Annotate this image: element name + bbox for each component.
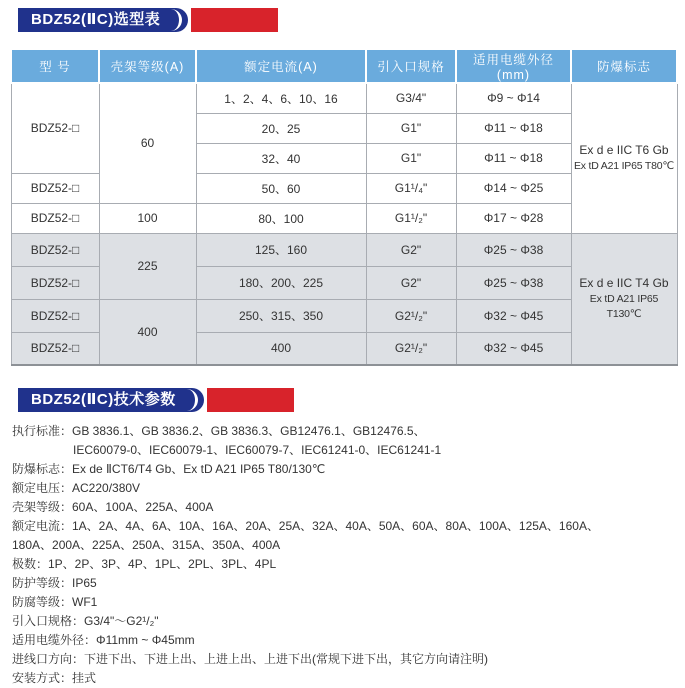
current-cell: 250、315、350 <box>196 299 366 332</box>
selection-table <box>10 48 678 366</box>
param-inlet-spec: 引入口规格：G3/4"～G2¹/₂" <box>12 614 159 628</box>
current-cell: 50、60 <box>196 173 366 203</box>
inlet-cell: G2" <box>366 233 456 266</box>
table-row <box>11 233 677 266</box>
param-rated-currents: 额定电流：1A、2A、4A、6A、10A、16A、20A、25A、32A、40A、50A、60A、80A、100A、125A、160A、 <box>12 519 599 533</box>
model-cell: BDZ52-□ <box>11 233 99 266</box>
current-cell: 20、25 <box>196 113 366 143</box>
param-rated-currents-cont: 180A、200A、225A、250A、315A、350A、400A <box>12 538 281 552</box>
col-header-inlet-spec: 引入口规格 <box>366 49 456 83</box>
current-cell: 80、100 <box>196 203 366 233</box>
model-cell: BDZ52-□ <box>11 299 99 332</box>
current-cell: 1、2、4、6、10、16 <box>196 83 366 113</box>
selection-table-banner <box>18 8 685 32</box>
selection-table-title: BDZ52(ⅡC)选型表 <box>18 8 188 32</box>
inlet-cell: G3/4" <box>366 83 456 113</box>
inlet-cell: G2¹/₂" <box>366 299 456 332</box>
inlet-cell: G2" <box>366 266 456 299</box>
model-cell: BDZ52-□ <box>11 83 99 173</box>
banner-red-block <box>207 388 294 412</box>
param-standards: 执行标准：GB 3836.1、GB 3836.2、GB 3836.3、GB12476.1、GB12476.5、 <box>12 424 426 438</box>
frame-cell-400: 400 <box>99 299 196 365</box>
table-header-row <box>11 49 677 83</box>
col-header-model: 型 号 <box>11 49 99 83</box>
param-ex-mark: 防爆标志：Ex de ⅡCT6/T4 Gb、Ex tD A21 IP65 T80/130℃ <box>12 462 326 476</box>
inlet-cell: G2¹/₂" <box>366 332 456 365</box>
ex-mark-line2: Ex tD A21 IP65 T130℃ <box>589 293 659 321</box>
cable-cell: Φ11 ~ Φ18 <box>456 113 571 143</box>
param-inlet-direction: 进线口方向：下进下出、下进上出、上进上出、上进下出(常规下进下出，其它方向请注明) <box>12 652 488 666</box>
param-standards-cont: IEC60079-0、IEC60079-1、IEC60079-7、IEC61241-0、IEC61241-1 <box>73 443 442 457</box>
param-mounting: 安装方式：挂式 <box>12 671 97 685</box>
param-corrosion-rating: 防腐等级：WF1 <box>12 595 98 609</box>
cable-cell: Φ9 ~ Φ14 <box>456 83 571 113</box>
param-rated-voltage: 额定电压：AC220/380V <box>12 481 141 495</box>
param-ip-rating: 防护等级：IP65 <box>12 576 97 590</box>
ex-mark-cell-t6 <box>571 83 677 233</box>
model-cell: BDZ52-□ <box>11 332 99 365</box>
col-header-rated-current: 额定电流(A) <box>196 49 366 83</box>
current-cell: 32、40 <box>196 143 366 173</box>
ex-mark-line1: Ex d e IIC T4 Gb <box>579 276 669 291</box>
cable-cell: Φ14 ~ Φ25 <box>456 173 571 203</box>
col-header-ex-mark: 防爆标志 <box>571 49 677 83</box>
tech-params-banner <box>18 388 685 412</box>
ex-mark-line1: Ex d e IIC T6 Gb <box>579 143 669 158</box>
inlet-cell: G1" <box>366 143 456 173</box>
banner-red-block <box>191 8 278 32</box>
tech-params-title: BDZ52(ⅡC)技术参数 <box>18 388 204 412</box>
inlet-cell: G1¹/₄" <box>366 173 456 203</box>
banner-arc-icon <box>187 389 198 411</box>
cable-cell: Φ17 ~ Φ28 <box>456 203 571 233</box>
cable-cell: Φ11 ~ Φ18 <box>456 143 571 173</box>
param-poles: 极数：1P、2P、3P、4P、1PL、2PL、3PL、4PL <box>12 557 277 571</box>
cable-cell: Φ32 ~ Φ45 <box>456 299 571 332</box>
inlet-cell: G1" <box>366 113 456 143</box>
frame-cell-100: 100 <box>99 203 196 233</box>
ex-mark-cell-t4 <box>571 233 677 365</box>
cable-cell: Φ25 ~ Φ38 <box>456 233 571 266</box>
model-cell: BDZ52-□ <box>11 203 99 233</box>
banner-arc-icon <box>171 9 182 31</box>
inlet-cell: G1¹/₂" <box>366 203 456 233</box>
model-cell: BDZ52-□ <box>11 173 99 203</box>
current-cell: 125、160 <box>196 233 366 266</box>
col-header-cable-diameter: 适用电缆外径(mm) <box>456 49 571 83</box>
param-cable-diameter: 适用电缆外径：Φ11mm ~ Φ45mm <box>12 633 195 647</box>
col-header-frame-rating: 壳架等级(A) <box>99 49 196 83</box>
current-cell: 400 <box>196 332 366 365</box>
frame-cell-60: 60 <box>99 83 196 203</box>
current-cell: 180、200、225 <box>196 266 366 299</box>
cable-cell: Φ32 ~ Φ45 <box>456 332 571 365</box>
ex-mark-line2: Ex tD A21 IP65 T80℃ <box>573 160 675 173</box>
frame-cell-225: 225 <box>99 233 196 299</box>
param-frame-ratings: 壳架等级：60A、100A、225A、400A <box>12 500 214 514</box>
selection-table-section <box>10 48 685 366</box>
model-cell: BDZ52-□ <box>11 266 99 299</box>
cable-cell: Φ25 ~ Φ38 <box>456 266 571 299</box>
table-row <box>11 83 677 113</box>
tech-params-list <box>12 422 685 688</box>
